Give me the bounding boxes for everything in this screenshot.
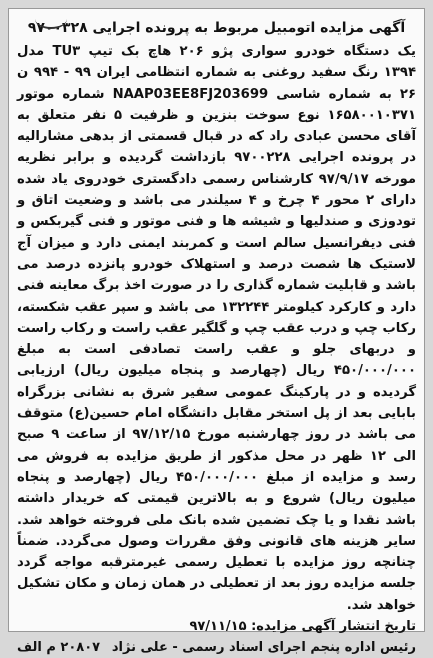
signature-row <box>9 637 424 658</box>
notice-text: یک دستگاه خودرو سواری پژو ۲۰۶ هاچ بک تیپ TU۳ مدل ۱۳۹۴ رنگ سفید روغنی به شماره انتظامی ایران ۹۹ - ۹۹۴ ن ۲۶ به شماره شاسی NAAP03EE8FJ203699 شماره موتور ۱۶۵۸۰۰۱۰۳۷۱ نوع سوخت بنزین و ظرفیت ۵ نفر متعلق به آقای محسن عبادی راد که در قبال قسمتی از بدهی مشارالیه در پرونده اجرایی ۹۷۰۰۲۲۸ بازداشت گردیده و برابر نظریه مورخه ۹۷/۹/۱۷ کارشناس رسمی دادگستری خودروی یاد شده دارای ۲ محور ۴ چرخ و ۴ سیلندر می باشد و وضعیت اتاق و تودوزی و صندلیها و شیشه ها و فنی موتور و فنی گیربکس و فنی دیفرانسیل سالم است و کمربند ایمنی دارد و میزان آج لاستیک ها شصت درصد و استهلاک خودرو پانزده درصد می باشد و قابلیت شماره گذاری را در صورت اخذ برگ معاینه فنی دارد و کارکرد کیلومتر ۱۳۲۲۴۴ می باشد و سپر عقب شکسته، رکاب چپ و درب عقب چپ و گلگیر عقب راست و رکاب راست و دربهای جلو و عقب راست تصادفی است به مبلغ ۴۵۰/۰۰۰/۰۰۰ ریال (چهارصد و پنجاه میلیون ریال) ارزیابی گردیده و در پارکینگ عمومی سفیر شرق به نشانی بزرگراه بابایی بعد از پل استخر مقابل دانشگاه امام حسین(ع) متوقف می باشد در روز چهارشنبه مورخ ۹۷/۱۲/۱۵ از ساعت ۹ صبح الی ۱۲ ظهر در محل مذکور از طریق مزایده به فروش می رسد و مزایده از مبلغ ۴۵۰/۰۰۰/۰۰۰ ریال (چهارصد و پنجاه میلیون ریال) شروع و به بالاترین قیمتی که خریدار داشته باشد نقدا و یا چک تضمین شده بانک ملی فروخته خواهد شد. سایر هزینه های قانونی وفق مقررات وصول می‌گردد. ضمناً چنانچه روز مزایده با تعطیل رسمی غیرمترقبه مواجه گردد جلسه مزایده روز بعد از تعطیلی در همان زمان و مکان تشکیل خواهد شد. <box>17 44 417 613</box>
header-mark <box>35 9 67 29</box>
signature: رئیس اداره پنجم اجرای اسناد رسمی - علی نژاد <box>111 640 416 656</box>
notice-body <box>9 39 424 616</box>
auction-notice <box>8 8 425 656</box>
reference-code: ۲۰۸۰۷ م الف <box>17 640 101 656</box>
publish-date: تاریخ انتشار آگهی مزایده: ۹۷/۱۱/۱۵ <box>189 619 416 635</box>
notice-title: آگهی مزایده اتومبیل مربوط به پرونده اجرایی ۹۷۰۰۳۲۸ <box>27 20 406 36</box>
